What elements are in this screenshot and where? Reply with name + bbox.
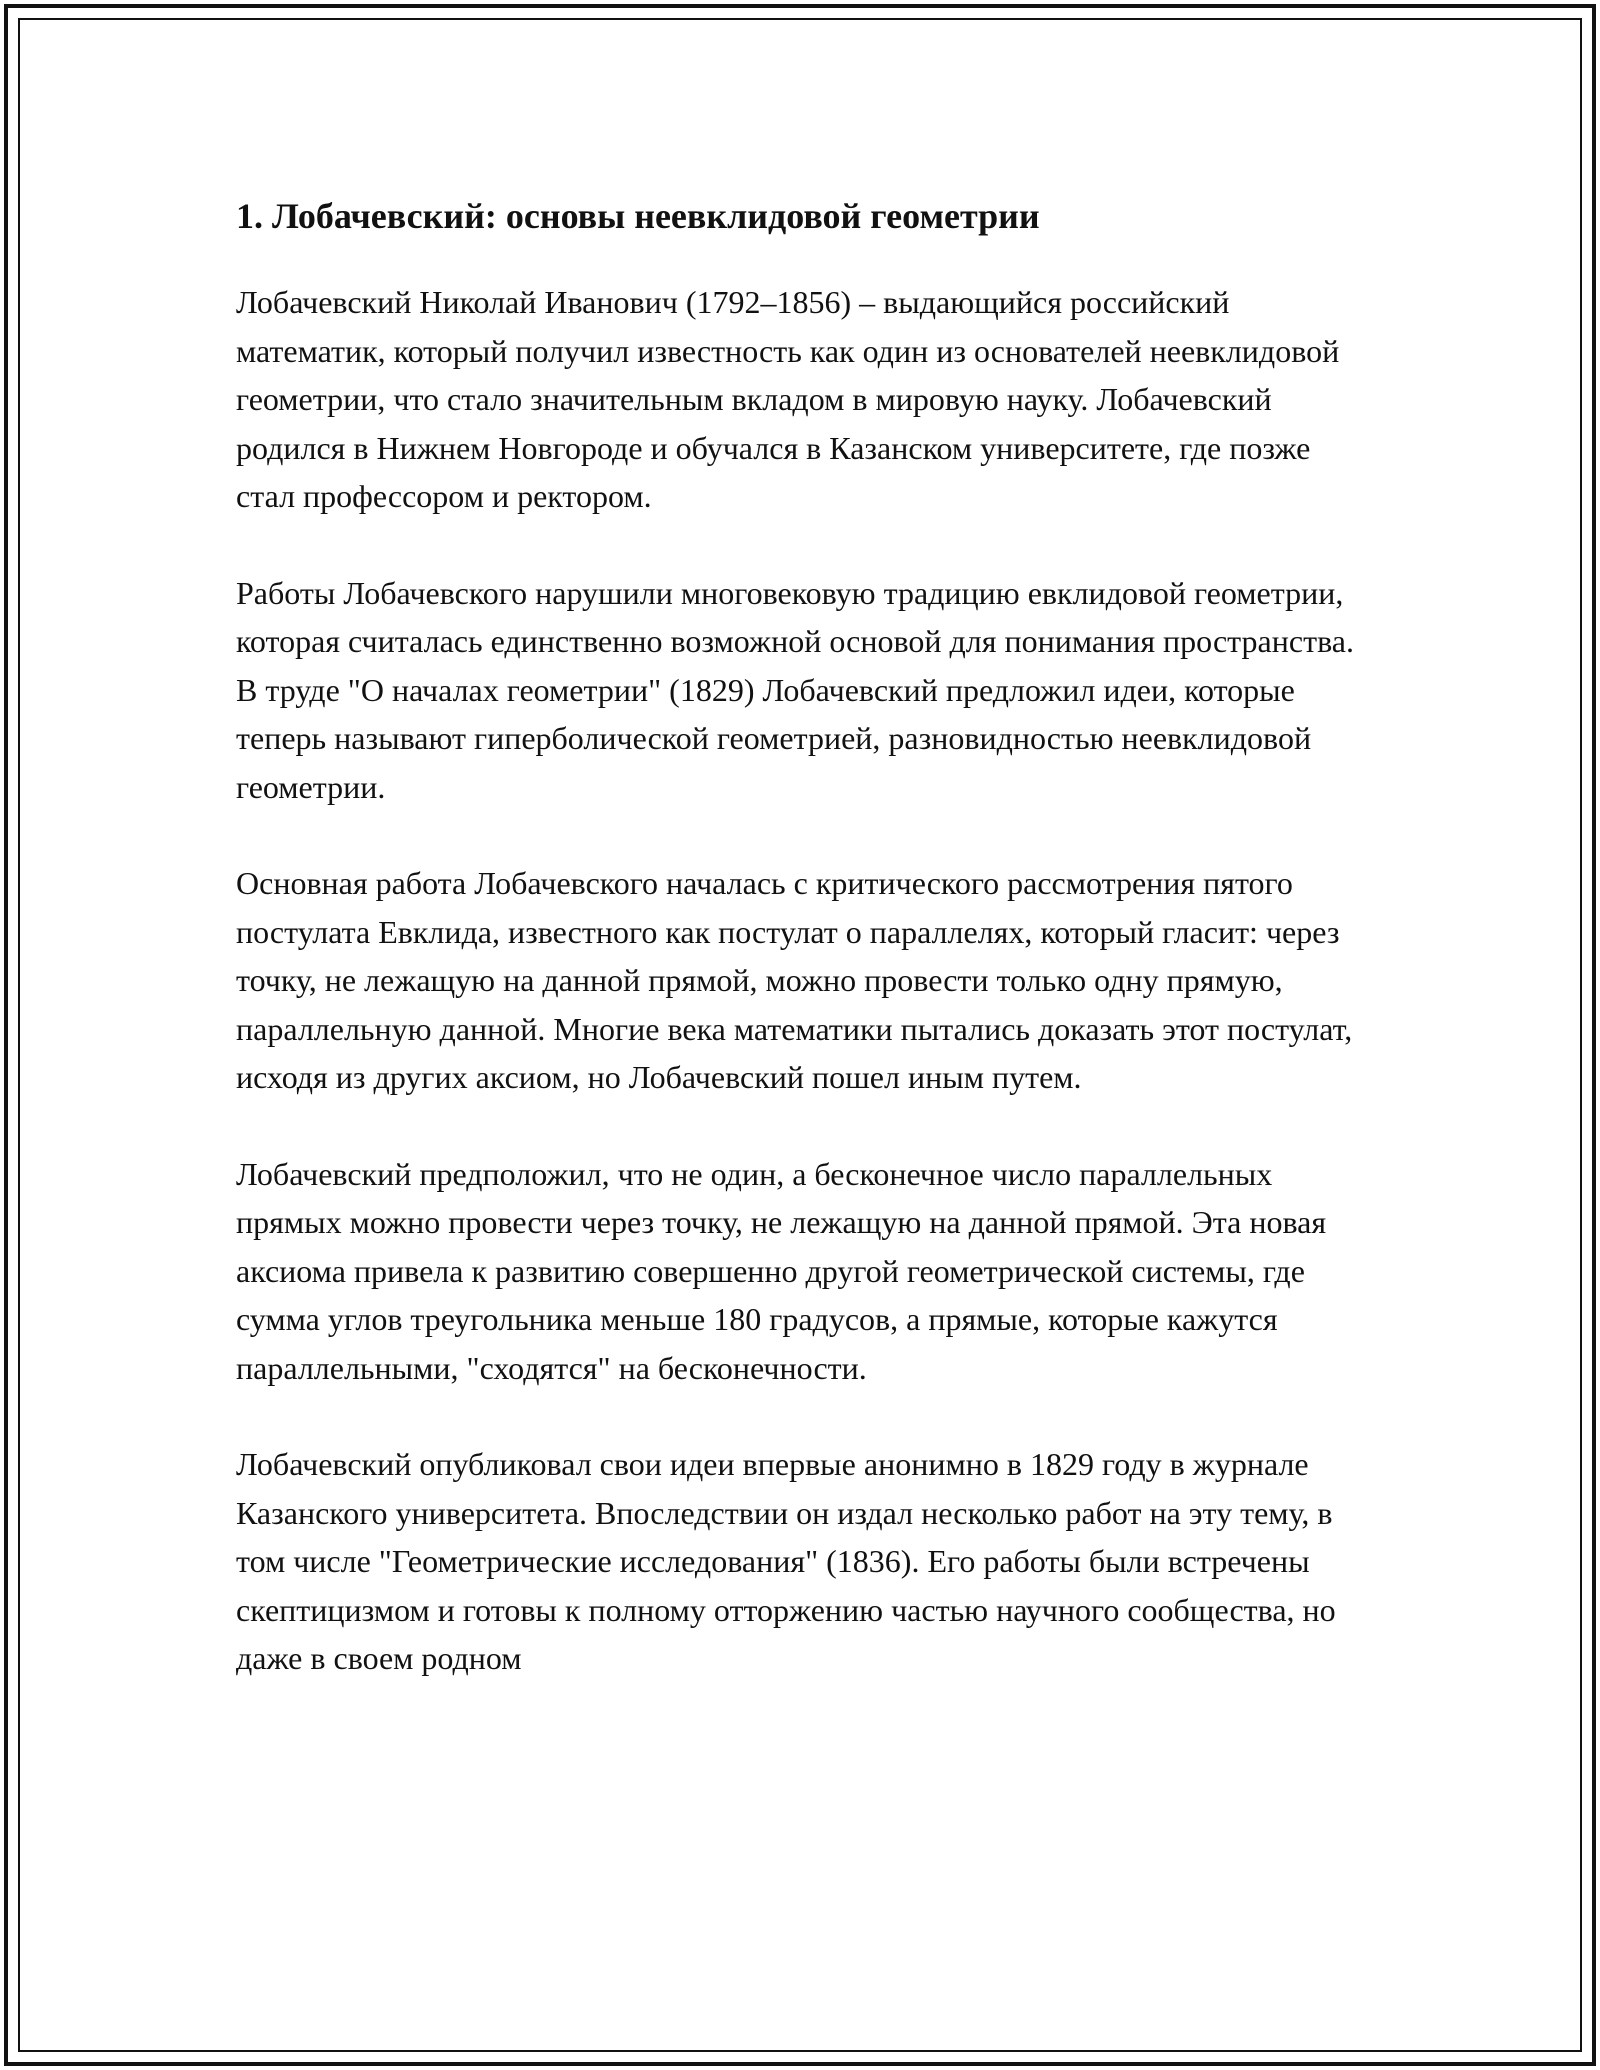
section-title: 1. Лобачевский: основы неевклидовой геометрии [236, 196, 1040, 236]
paragraph-3: Основная работа Лобачевского началась с критического рассмотрения пятого постулата Евклида, известного как постулат о параллелях, который гласит: через точку, не лежащую на данной прямой, можно провести только одну прямую, параллельную данной. Многие века математики пытались доказать этот постулат, исходя из других аксиом, но Лобачевский пошел иным путем. [236, 865, 1353, 1095]
document-body [236, 186, 1366, 1683]
paragraph-5: Лобачевский опубликовал свои идеи впервые анонимно в 1829 году в журнале Казанского университета. Впоследствии он издал несколько работ на эту тему, в том числе "Геометрические исследования" (1836). Его работы были встречены скептицизмом и готовы к полному отторжению частью научного сообщества, но даже в своем родном [236, 1446, 1336, 1676]
paragraph-2: Работы Лобачевского нарушили многовековую традицию евклидовой геометрии, которая считалась единственно возможной основой для понимания пространства. В труде "О началах геометрии" (1829) Лобачевский предложил идеи, которые теперь называют гиперболической геометрией, разновидностью неевклидовой геометрии. [236, 574, 1354, 805]
paragraph-1: Лобачевский Николай Иванович (1792–1856) – выдающийся российский математик, который получил известность как один из основателей неевклидовой геометрии, что стало значительным вкладом в мировую науку. Лобачевский родился в Нижнем Новгороде и обучался в Казанском университете, где позже стал профессором и ректором. [236, 284, 1340, 514]
paragraph-4: Лобачевский предположил, что не один, а бесконечное число параллельных прямых можно провести через точку, не лежащую на данной прямой. Эта новая аксиома привела к развитию совершенно другой геометрической системы, где сумма углов треугольника меньше 180 градусов, а прямые, которые кажутся параллельными, "сходятся" на бесконечности. [236, 1155, 1327, 1386]
